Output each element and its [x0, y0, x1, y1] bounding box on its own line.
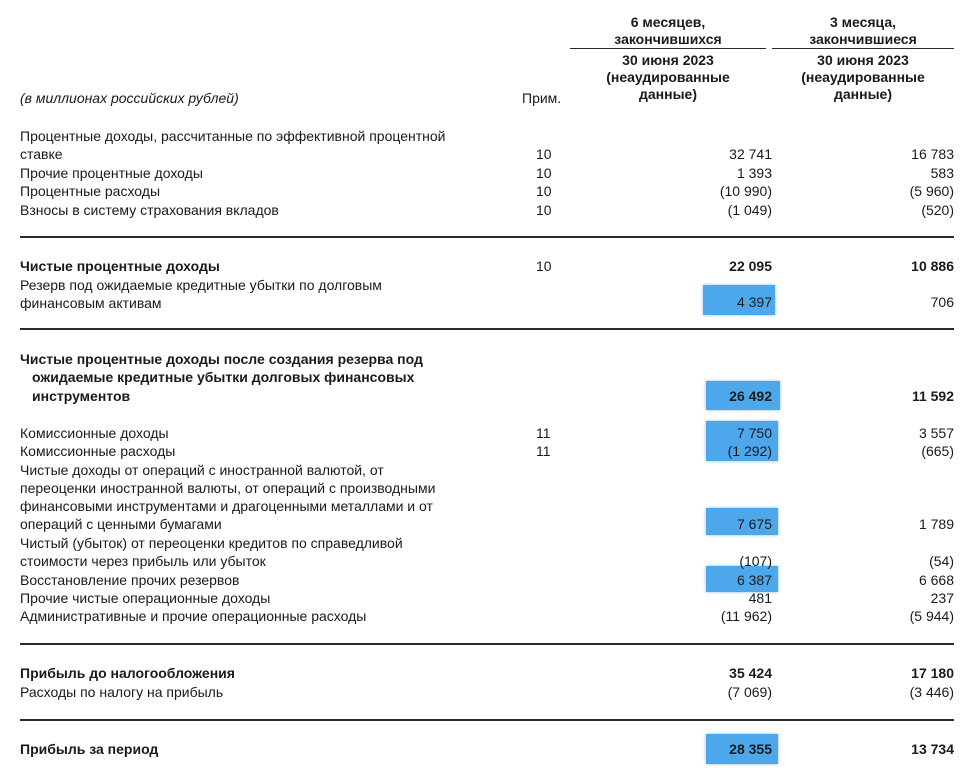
value-3m: (3 446) [909, 684, 954, 700]
col1-audit2: данные) [639, 86, 697, 102]
value-6m: 22 095 [729, 258, 772, 274]
row-label: Чистые процентные доходы после создания резерва под [20, 351, 423, 367]
value-3m: (5 944) [909, 608, 954, 624]
col1-ended: закончившихся [614, 31, 722, 47]
row-label: стоимости через прибыль или убыток [20, 553, 266, 569]
value-6m: 28 355 [729, 741, 772, 757]
value-6m: 26 492 [729, 388, 772, 404]
value-3m: 11 592 [911, 388, 954, 404]
col1-header-rule [570, 48, 766, 49]
value-3m: 10 886 [911, 258, 954, 274]
col2-audit2: данные) [834, 86, 892, 102]
row-label: Административные и прочие операционные расходы [20, 608, 367, 624]
section-rule [20, 643, 954, 645]
col2-audit1: (неаудированные [801, 69, 925, 85]
section-rule [20, 719, 954, 721]
value-6m: 4 397 [736, 294, 772, 310]
col1-header [570, 14, 766, 48]
row-label: финансовыми инструментами и драгоценными металлами и от [20, 498, 433, 514]
row-label: инструментов [32, 388, 131, 404]
row-label: Комиссионные расходы [20, 443, 176, 459]
col2-period: 3 месяца, [829, 14, 897, 30]
value-3m: 6 668 [918, 572, 954, 588]
row-note: 10 [536, 202, 552, 218]
col1-date: 30 июня 2023 [622, 52, 714, 68]
row-note: 10 [536, 165, 552, 181]
value-6m: (1 292) [727, 443, 772, 459]
value-6m: 32 741 [729, 146, 772, 162]
row-label: Прибыль до налогообложения [20, 665, 235, 681]
value-6m: 1 393 [736, 165, 772, 181]
row-note: 10 [536, 146, 552, 162]
value-6m: 481 [748, 590, 772, 606]
col2-header [772, 14, 954, 48]
row-label: Процентные расходы [20, 183, 161, 199]
value-3m: 237 [930, 590, 954, 606]
value-6m: 7 750 [736, 425, 772, 441]
row-label: Восстановление прочих резервов [20, 572, 240, 588]
row-label: Процентные доходы, рассчитанные по эффективной процентной [20, 128, 446, 144]
row-label: Резерв под ожидаемые кредитные убытки по долговым [20, 277, 382, 293]
value-6m: 35 424 [729, 665, 772, 681]
row-label: операций с ценными бумагами [20, 516, 222, 532]
value-3m: (5 960) [909, 183, 954, 199]
value-6m: 6 387 [736, 572, 772, 588]
value-3m: 3 557 [918, 425, 954, 441]
row-label: финансовым активам [20, 295, 162, 311]
row-label: Чистые доходы от операций с иностранной валютой, от [20, 462, 384, 478]
row-label: Прочие чистые операционные доходы [20, 590, 271, 606]
value-3m: 16 783 [911, 146, 954, 162]
value-3m: (520) [921, 202, 954, 218]
row-label: Прочие процентные доходы [20, 165, 203, 181]
value-3m: 17 180 [911, 665, 954, 681]
col2-header-date [772, 52, 954, 103]
value-6m: (11 962) [720, 608, 772, 624]
row-label: Чистые процентные доходы [20, 258, 220, 274]
row-label: Прибыль за период [20, 741, 159, 757]
col2-header-rule [772, 48, 954, 49]
row-label: Расходы по налогу на прибыль [20, 684, 224, 700]
col1-audit1: (неаудированные [606, 69, 730, 85]
value-6m: (10 990) [719, 183, 772, 199]
row-note: 10 [536, 183, 552, 199]
col2-ended: закончившиеся [809, 31, 917, 47]
row-note: 11 [536, 425, 551, 441]
row-label: ожидаемые кредитные убытки долговых финансовых [32, 369, 415, 385]
col1-period: 6 месяцев, [630, 14, 706, 30]
row-note: 10 [536, 258, 552, 274]
value-3m: 13 734 [911, 741, 954, 757]
section-rule [20, 328, 954, 330]
units-caption: (в миллионах российских рублей) [20, 90, 239, 106]
section-rule [20, 236, 954, 238]
value-3m: (54) [929, 553, 954, 569]
value-6m: (107) [739, 553, 772, 569]
value-3m: 1 789 [918, 516, 954, 532]
row-label: Чистый (убыток) от переоценки кредитов по справедливой [20, 535, 403, 551]
row-label: ставке [20, 146, 63, 162]
value-3m: 583 [930, 165, 954, 181]
value-6m: (7 069) [727, 684, 772, 700]
row-label: переоценки иностранной валюты, от операций с производными [20, 480, 436, 496]
row-label: Взносы в систему страхования вкладов [20, 202, 279, 218]
value-3m: 706 [930, 294, 954, 310]
row-note: 11 [536, 443, 551, 459]
value-3m: (665) [921, 443, 954, 459]
col2-date: 30 июня 2023 [817, 52, 909, 68]
value-6m: 7 675 [736, 516, 772, 532]
value-6m: (1 049) [727, 202, 772, 218]
note-column-header: Прим. [522, 90, 562, 106]
col1-header-date [570, 52, 766, 103]
row-label: Комиссионные доходы [20, 425, 169, 441]
